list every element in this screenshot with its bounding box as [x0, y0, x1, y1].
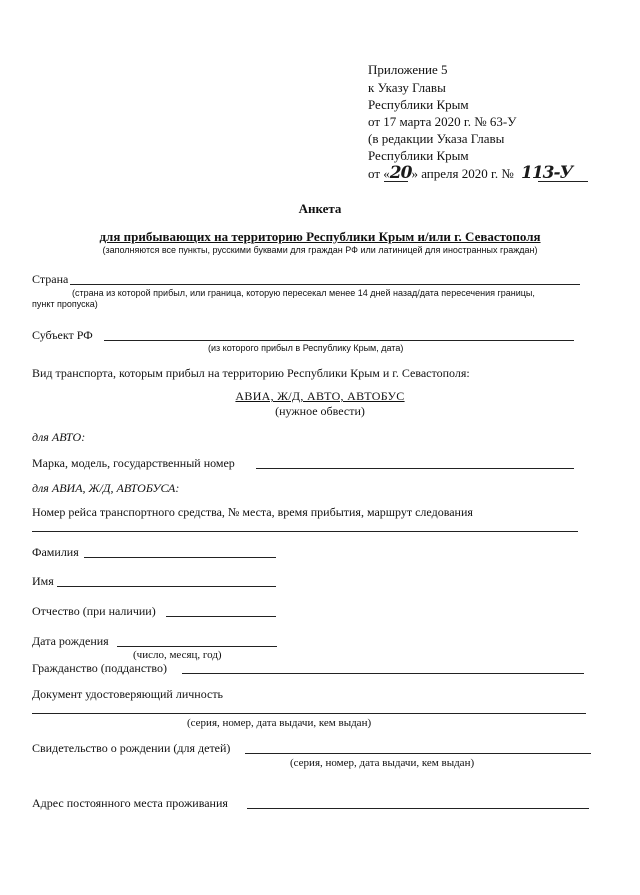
id-doc-field[interactable] [32, 713, 586, 714]
subtitle-note: (заполняются все пункты, русскими буквами для граждан РФ или латиницей для иностранных граждан) [102, 245, 538, 255]
appendix-line-6: Республики Крым [368, 148, 469, 163]
subject-hint: (из которого прибыл в Республику Крым, дата) [208, 343, 404, 353]
form-title: Анкета [298, 201, 342, 216]
country-hint-2: пункт пропуска) [32, 299, 98, 309]
birth-cert-hint: (серия, номер, дата выдачи, кем выдан) [290, 757, 475, 769]
name-field[interactable] [57, 586, 276, 587]
subject-label: Субъект РФ [32, 328, 93, 342]
country-field[interactable] [70, 284, 580, 285]
birth-cert-field[interactable] [245, 753, 591, 754]
number-underline [538, 181, 588, 182]
address-field[interactable] [247, 808, 589, 809]
transport-options[interactable]: АВИА, Ж/Д, АВТО, АВТОБУС [235, 389, 405, 403]
birthdate-field[interactable] [117, 646, 277, 647]
citizenship-label: Гражданство (подданство) [32, 661, 167, 675]
handwritten-number: 113-У [521, 163, 573, 183]
country-label: Страна [32, 272, 69, 286]
subject-field[interactable] [104, 340, 574, 341]
citizenship-field[interactable] [182, 673, 584, 674]
patronymic-label: Отчество (при наличии) [32, 604, 156, 618]
handwritten-day: 20 [389, 163, 412, 183]
surname-field[interactable] [84, 557, 276, 558]
surname-label: Фамилия [32, 545, 79, 559]
appendix-date-prefix: от « [368, 166, 390, 181]
flight-field[interactable] [32, 531, 578, 532]
day-underline [384, 181, 408, 182]
name-label: Имя [32, 574, 54, 588]
birth-cert-label: Свидетельство о рождении (для детей) [32, 741, 231, 755]
appendix-date-middle: » апреля 2020 г. № [411, 166, 514, 181]
appendix-line-3: Республики Крым [368, 97, 469, 112]
transport-question: Вид транспорта, которым прибыл на территорию Республики Крым и г. Севастополя: [32, 366, 470, 380]
appendix-line-5: (в редакции Указа Главы [368, 131, 505, 146]
patronymic-field[interactable] [166, 616, 276, 617]
birthdate-hint: (число, месяц, год) [133, 649, 222, 661]
appendix-line-7 [368, 165, 572, 182]
appendix-line-4: от 17 марта 2020 г. № 63-У [368, 114, 517, 129]
form-subtitle: для прибывающих на территорию Республики Крым и/или г. Севастополя [99, 229, 541, 244]
id-doc-hint: (серия, номер, дата выдачи, кем выдан) [187, 717, 372, 729]
id-doc-label: Документ удостоверяющий личность [32, 687, 224, 701]
for-transport-label: для АВИА, Ж/Д, АВТОБУСА: [32, 481, 180, 495]
birthdate-label: Дата рождения [32, 634, 109, 648]
transport-hint: (нужное обвести) [275, 404, 365, 418]
for-auto-label: для АВТО: [32, 430, 86, 444]
appendix-line-2: к Указу Главы [368, 80, 446, 95]
car-field[interactable] [256, 468, 574, 469]
address-label: Адрес постоянного места проживания [32, 796, 228, 810]
country-hint-1: (страна из которой прибыл, или граница, которую пересекал менее 14 дней назад/дата пересечения границы, [72, 288, 535, 298]
appendix-line-1: Приложение 5 [368, 62, 448, 77]
flight-label: Номер рейса транспортного средства, № места, время прибытия, маршрут следования [32, 505, 473, 519]
car-label: Марка, модель, государственный номер [32, 456, 235, 470]
